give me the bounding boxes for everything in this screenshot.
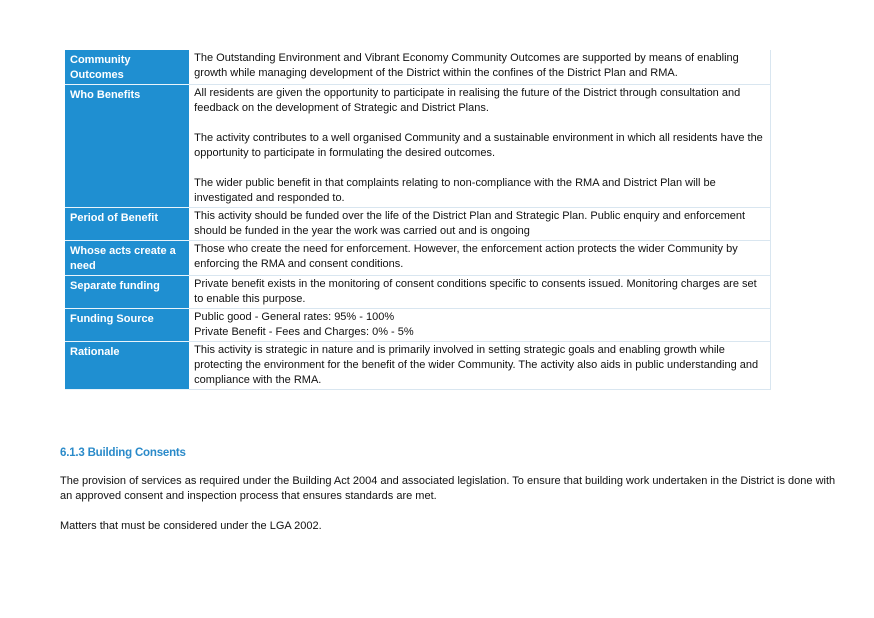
table-paragraph: The wider public benefit in that complaints relating to non-compliance with the RMA and District Plan will be investigated and responded to.: [194, 177, 716, 204]
row-label-who-benefits: Who Benefits: [65, 85, 189, 208]
table-row: [65, 342, 771, 390]
table-row: [65, 50, 771, 85]
table-paragraph: This activity is strategic in nature and is primarily involved in setting strategic goals and enabling growth while protecting the environment for the benefit of the wider Community. The activity also aids in public understanding and compliance with the RMA.: [194, 344, 759, 386]
table-row: [65, 309, 771, 342]
row-label-separate-funding: Separate funding: [65, 276, 189, 309]
funding-source-line: Public good - General rates: 95% - 100%: [194, 311, 395, 323]
table-paragraph: The activity contributes to a well organised Community and a sustainable environment in which all residents have the opportunity to participate in formulating the desired outcomes.: [194, 132, 763, 159]
section-heading: 6.1.3 Building Consents: [60, 447, 186, 459]
table-paragraph: All residents are given the opportunity to participate in realising the future of the District through consultation and feedback on the development of Strategic and District Plans.: [194, 87, 741, 114]
row-value-rationale: [189, 342, 770, 390]
row-label-rationale: Rationale: [65, 342, 189, 390]
row-label-community-outcomes: Community Outcomes: [65, 50, 189, 85]
row-label-period-of-benefit: Period of Benefit: [65, 208, 189, 241]
row-label-whose-acts-create-a-need: Whose acts create a need: [65, 241, 189, 276]
matters-paragraph: Matters that must be considered under the LGA 2002.: [60, 520, 322, 532]
table-row: [65, 241, 771, 276]
table-paragraph: This activity should be funded over the life of the District Plan and Strategic Plan. Public enquiry and enforcement should be funded in the year the work was carried out and is ongoing: [194, 210, 746, 237]
table-paragraph: The Outstanding Environment and Vibrant Economy Community Outcomes are supported by means of enabling growth while managing development of the District within the confines of the District Plan and RMA.: [194, 52, 739, 79]
row-value-separate-funding: [189, 276, 770, 309]
row-value-funding-source: [189, 309, 770, 342]
row-value-community-outcomes: [189, 50, 770, 85]
funding-table: [65, 50, 771, 390]
table-row: [65, 85, 771, 208]
row-value-whose-acts-create-a-need: [189, 241, 770, 276]
table-paragraph: Those who create the need for enforcement. However, the enforcement action protects the wider Community by enforcing the RMA and consent conditions.: [194, 243, 738, 270]
table-row: [65, 276, 771, 309]
table-row: [65, 208, 771, 241]
row-label-funding-source: Funding Source: [65, 309, 189, 342]
section-intro-paragraph: The provision of services as required under the Building Act 2004 and associated legislation. To ensure that building work undertaken in the District is done with an approved consent and inspection process that ensures standards are met.: [60, 475, 836, 502]
row-value-who-benefits: [189, 85, 770, 208]
row-value-period-of-benefit: [189, 208, 770, 241]
funding-source-line: Private Benefit - Fees and Charges: 0% - 5%: [194, 326, 414, 338]
table-paragraph: Private benefit exists in the monitoring of consent conditions specific to consents issued. Monitoring charges are set to enable this purpose.: [194, 278, 757, 305]
